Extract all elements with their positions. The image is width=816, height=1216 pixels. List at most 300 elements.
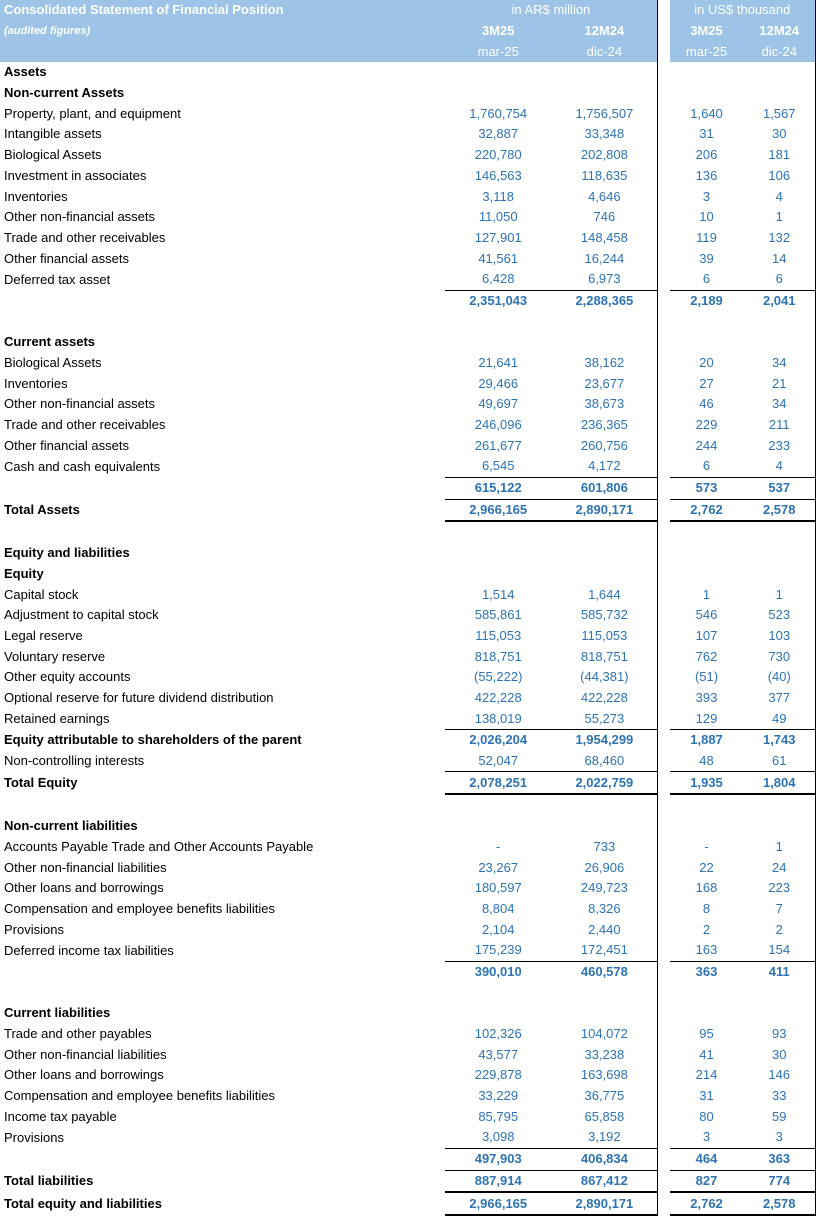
ars-12m-value [552, 816, 658, 837]
usd-12m-value [744, 564, 816, 585]
ars-12m-value: 104,072 [580, 1026, 628, 1042]
column-gap [658, 103, 670, 124]
usd-3m-value: 546 [695, 607, 718, 623]
usd-3m-value [670, 816, 744, 837]
statement-subtitle: (audited figures) [0, 21, 445, 42]
ars-12m-value: 36,775 [584, 1088, 625, 1104]
column-gap [658, 961, 670, 982]
ars-3m-value: 52,047 [478, 753, 519, 769]
ars-3m-value: 6,545 [481, 458, 515, 474]
spacer-row [0, 794, 816, 816]
usd-3m-value: (51) [694, 669, 719, 685]
usd-12m-value: 30 [744, 124, 816, 145]
row-label: Capital stock [4, 586, 79, 602]
total-row [0, 499, 816, 521]
usd-12m-value: 3 [744, 1127, 816, 1148]
ars-12m-value [552, 332, 658, 353]
column-gap [658, 899, 670, 920]
ars-12m-value: 26,906 [584, 859, 625, 875]
ars-3m-value [445, 521, 552, 543]
usd-3m-value [670, 982, 744, 1003]
ars-3m-value: 32,887 [478, 126, 519, 142]
column-gap [658, 373, 670, 394]
usd-3m-value: 363 [670, 961, 744, 982]
table-row [0, 688, 816, 709]
ars-3m-value: 8,804 [481, 900, 515, 916]
ars-12m-value: 2,022,759 [552, 772, 658, 794]
ars-3m-value: 887,914 [445, 1170, 552, 1192]
ars-3m-value: 43,577 [478, 1046, 519, 1062]
usd-3m-value: 214 [695, 1067, 718, 1083]
ars-12m-value: 601,806 [552, 477, 658, 499]
ars-3m-value: 2,966,165 [445, 499, 552, 521]
column-gap [658, 311, 670, 332]
table-row [0, 103, 816, 124]
table-row [0, 1086, 816, 1107]
ars-12m-value: 163,698 [580, 1067, 628, 1083]
usd-date-3m: mar-25 [670, 41, 744, 62]
row-label: Non-controlling interests [4, 753, 145, 769]
usd-period-12m: 12M24 [744, 21, 816, 42]
usd-3m-value: 229 [695, 417, 718, 433]
usd-group-header: in US$ thousand [670, 0, 816, 21]
ars-12m-value: 4,172 [588, 458, 621, 474]
ars-3m-value: 33,229 [478, 1088, 519, 1104]
table-row [0, 415, 816, 436]
row-label: Trade and other receivables [4, 229, 166, 245]
column-gap [658, 646, 670, 667]
usd-12m-value [744, 83, 816, 104]
row-label: Total Assets [4, 502, 80, 518]
usd-3m-value: 762 [695, 648, 718, 664]
usd-3m-value: 6 [702, 271, 711, 287]
ars-12m-value: 115,053 [581, 627, 628, 643]
column-gap [658, 477, 670, 499]
column-gap [658, 982, 670, 1003]
column-gap [658, 816, 670, 837]
ars-date-12m: dic-24 [552, 41, 658, 62]
table-row [0, 1127, 816, 1148]
row-label: Biological Assets [4, 355, 102, 371]
row-label: Other financial assets [4, 437, 130, 453]
row-label: Other equity accounts [4, 669, 131, 685]
usd-12m-value: 211 [744, 415, 816, 436]
table-row [0, 435, 816, 456]
row-label: Cash and cash equivalents [4, 458, 161, 474]
column-gap [658, 1003, 670, 1024]
ars-3m-value: 229,878 [474, 1067, 522, 1083]
usd-3m-value: 136 [695, 167, 718, 183]
table-row [0, 373, 816, 394]
usd-3m-value: 393 [695, 690, 718, 706]
row-label: Optional reserve for future dividend distribution [4, 690, 274, 706]
ars-3m-value: (55,222) [474, 669, 523, 685]
total-row [0, 772, 816, 794]
column-gap [658, 857, 670, 878]
ars-3m-value: 180,597 [474, 880, 522, 896]
ars-12m-value: 1,954,299 [552, 730, 658, 751]
column-gap [658, 1127, 670, 1148]
ars-12m-value: 818,751 [580, 648, 628, 664]
usd-3m-value [670, 794, 744, 816]
row-label: Current assets [4, 334, 96, 350]
table-row [0, 456, 816, 477]
usd-3m-value: 119 [696, 229, 717, 245]
ars-3m-value: 615,122 [445, 477, 552, 499]
usd-12m-value: 154 [744, 940, 816, 961]
usd-period-3m: 3M25 [670, 21, 744, 42]
usd-12m-value: 233 [744, 435, 816, 456]
usd-12m-value: 2,578 [744, 1192, 816, 1215]
row-label: Total Equity [4, 775, 78, 791]
usd-3m-value: 206 [695, 147, 718, 163]
table-row [0, 124, 816, 145]
row-label: Equity and liabilities [4, 545, 130, 561]
usd-3m-value [670, 1003, 744, 1024]
table-row [0, 1106, 816, 1127]
ars-3m-value: - [496, 838, 501, 854]
row-label: Equity attributable to shareholders of the parent [4, 732, 302, 748]
row-label: Income tax payable [4, 1108, 117, 1124]
usd-12m-value: 6 [744, 269, 816, 290]
subtotal-row [0, 961, 816, 982]
usd-3m-value: 22 [699, 859, 714, 875]
ars-3m-value: 21,641 [478, 355, 519, 371]
ars-12m-value: 202,808 [580, 147, 628, 163]
usd-3m-value: - [704, 838, 709, 854]
ars-3m-value [445, 816, 552, 837]
usd-3m-value: 2 [702, 921, 711, 937]
usd-3m-value: 2,762 [670, 1192, 744, 1215]
row-label: Provisions [4, 1129, 64, 1145]
ars-12m-value [552, 311, 658, 332]
row-label: Other loans and borrowings [4, 880, 164, 896]
usd-3m-value: 827 [670, 1170, 744, 1192]
ars-12m-value [552, 521, 658, 543]
ars-12m-value: 422,228 [580, 690, 628, 706]
column-gap [658, 435, 670, 456]
subtotal-row [0, 290, 816, 311]
ars-3m-value: 2,966,165 [445, 1192, 552, 1215]
ars-12m-value: 3,192 [588, 1129, 621, 1145]
column-gap [658, 751, 670, 772]
row-label: Other non-financial liabilities [4, 1046, 167, 1062]
row-label: Accounts Payable Trade and Other Accounts Payable [4, 838, 314, 854]
table-row [0, 899, 816, 920]
usd-3m-value: 168 [695, 880, 718, 896]
table-row [0, 878, 816, 899]
usd-12m-value: 1,567 [744, 103, 816, 124]
column-gap [658, 772, 670, 794]
usd-3m-value: 129 [695, 710, 718, 726]
column-gap [658, 332, 670, 353]
usd-3m-value [670, 543, 744, 564]
usd-12m-value: 411 [744, 961, 816, 982]
ars-12m-value: 406,834 [552, 1148, 658, 1170]
usd-3m-value: 2,762 [670, 499, 744, 521]
subtotal-row [0, 1148, 816, 1170]
column-gap [658, 878, 670, 899]
column-gap [658, 269, 670, 290]
row-label: Retained earnings [4, 710, 110, 726]
spacer-row [0, 521, 816, 543]
column-gap [658, 41, 670, 62]
column-gap [658, 1044, 670, 1065]
ars-3m-value [445, 982, 552, 1003]
section-heading-row [0, 1003, 816, 1024]
usd-3m-value [670, 311, 744, 332]
ars-3m-value: 115,053 [475, 627, 522, 643]
row-label: Adjustment to capital stock [4, 607, 159, 623]
column-gap [658, 415, 670, 436]
table-row [0, 1044, 816, 1065]
row-label: Deferred income tax liabilities [4, 942, 174, 958]
usd-3m-value [670, 564, 744, 585]
ars-3m-value: 41,561 [478, 250, 519, 266]
table-row [0, 207, 816, 228]
ars-12m-value: 733 [593, 838, 616, 854]
ars-12m-value [552, 1003, 658, 1024]
usd-3m-value: 48 [699, 753, 714, 769]
column-gap [658, 521, 670, 543]
ars-3m-value: 2,078,251 [445, 772, 552, 794]
usd-12m-value: 24 [744, 857, 816, 878]
table-row [0, 186, 816, 207]
ars-12m-value: 1,756,507 [575, 105, 634, 121]
row-label [0, 477, 445, 499]
column-gap [658, 605, 670, 626]
usd-12m-value: 132 [744, 228, 816, 249]
usd-12m-value: 2 [744, 919, 816, 940]
spacer-row [0, 982, 816, 1003]
usd-3m-value: 6 [702, 458, 711, 474]
usd-12m-value: 59 [744, 1106, 816, 1127]
usd-3m-value: 46 [699, 396, 714, 412]
ars-date-3m: mar-25 [445, 41, 552, 62]
usd-12m-value [744, 1003, 816, 1024]
row-label: Other non-financial assets [4, 396, 156, 412]
column-gap [658, 1024, 670, 1045]
section-heading-row [0, 564, 816, 585]
column-gap [658, 248, 670, 269]
column-gap [658, 21, 670, 42]
column-gap [658, 564, 670, 585]
usd-12m-value [744, 62, 816, 83]
table-row [0, 837, 816, 858]
ars-12m-value: 460,578 [552, 961, 658, 982]
spacer-row [0, 311, 816, 332]
ars-12m-value: 867,412 [552, 1170, 658, 1192]
column-gap [658, 1086, 670, 1107]
usd-12m-value: 49 [744, 708, 816, 729]
usd-12m-value: 4 [744, 456, 816, 477]
usd-12m-value [744, 816, 816, 837]
usd-3m-value: 1,887 [670, 730, 744, 751]
ars-12m-value: 8,326 [588, 900, 621, 916]
usd-3m-value [670, 521, 744, 543]
column-gap [658, 708, 670, 729]
ars-12m-value: 65,858 [584, 1108, 625, 1124]
ars-12m-value: 38,162 [584, 355, 625, 371]
column-gap [658, 584, 670, 605]
table-row [0, 166, 816, 187]
usd-3m-value: 1 [702, 586, 711, 602]
ars-3m-value [445, 794, 552, 816]
usd-3m-value: 464 [670, 1148, 744, 1170]
usd-12m-value: 61 [744, 751, 816, 772]
column-gap [658, 667, 670, 688]
column-gap [658, 124, 670, 145]
table-row [0, 940, 816, 961]
usd-12m-value: 14 [744, 248, 816, 269]
subtotal-row [0, 730, 816, 751]
ars-12m-value [552, 543, 658, 564]
section-heading-row [0, 332, 816, 353]
row-label [0, 1148, 445, 1170]
row-label: Other non-financial liabilities [4, 859, 167, 875]
column-gap [658, 1106, 670, 1127]
ars-12m-value: 118,635 [581, 167, 628, 183]
usd-3m-value [670, 83, 744, 104]
row-label: Trade and other payables [4, 1026, 152, 1042]
ars-3m-value [445, 332, 552, 353]
usd-12m-value [744, 794, 816, 816]
usd-12m-value: 106 [744, 166, 816, 187]
column-gap [658, 456, 670, 477]
usd-3m-value: 80 [699, 1108, 714, 1124]
column-gap [658, 353, 670, 374]
column-gap [658, 290, 670, 311]
usd-3m-value: 3 [702, 1129, 711, 1145]
ars-3m-value: 3,118 [482, 188, 514, 204]
usd-12m-value: 1,804 [744, 772, 816, 794]
usd-12m-value: 103 [744, 626, 816, 647]
ars-12m-value: 68,460 [584, 753, 625, 769]
ars-12m-value: 33,238 [584, 1046, 625, 1062]
column-gap [658, 0, 670, 21]
ars-period-3m: 3M25 [445, 21, 552, 42]
statement-title: Consolidated Statement of Financial Position [0, 0, 445, 21]
ars-3m-value: 2,104 [481, 921, 515, 937]
section-heading-row [0, 62, 816, 83]
table-row [0, 1065, 816, 1086]
usd-3m-value: 20 [699, 355, 714, 371]
ars-3m-value: 85,795 [478, 1108, 519, 1124]
table-row [0, 1024, 816, 1045]
usd-3m-value: 2,189 [670, 290, 744, 311]
ars-3m-value [445, 62, 552, 83]
row-label: Provisions [4, 921, 64, 937]
column-gap [658, 228, 670, 249]
usd-3m-value: 573 [670, 477, 744, 499]
usd-12m-value: (40) [744, 667, 816, 688]
ars-3m-value: 146,563 [474, 167, 522, 183]
row-label: Property, plant, and equipment [4, 105, 181, 121]
ars-12m-value: 55,273 [584, 710, 625, 726]
ars-12m-value: 23,677 [584, 375, 625, 391]
header-row-1 [0, 0, 816, 21]
ars-3m-value: 175,239 [474, 942, 522, 958]
ars-12m-value: 148,458 [580, 229, 628, 245]
usd-12m-value: 1 [744, 584, 816, 605]
table-row [0, 626, 816, 647]
usd-3m-value: 8 [702, 900, 711, 916]
column-gap [658, 940, 670, 961]
ars-12m-value [552, 62, 658, 83]
ars-12m-value: 1,644 [588, 586, 621, 602]
usd-12m-value: 181 [744, 145, 816, 166]
row-label: Total equity and liabilities [4, 1195, 162, 1211]
row-label [0, 961, 445, 982]
ars-12m-value: 236,365 [580, 417, 628, 433]
row-label: Deferred tax asset [4, 271, 111, 287]
section-heading-row [0, 83, 816, 104]
usd-3m-value: 1,935 [670, 772, 744, 794]
ars-12m-value [552, 794, 658, 816]
ars-12m-value: 6,973 [588, 271, 621, 287]
row-label: Assets [4, 64, 47, 80]
column-gap [658, 543, 670, 564]
row-label: Compensation and employee benefits liabilities [4, 900, 275, 916]
row-label: Legal reserve [4, 627, 83, 643]
usd-3m-value [670, 332, 744, 353]
row-label: Biological Assets [4, 147, 102, 163]
ars-3m-value: 6,428 [481, 271, 515, 287]
column-gap [658, 145, 670, 166]
usd-12m-value [744, 311, 816, 332]
usd-12m-value [744, 543, 816, 564]
row-label: Non-current Assets [4, 85, 125, 101]
usd-12m-value: 34 [744, 353, 816, 374]
ars-3m-value [445, 543, 552, 564]
usd-3m-value: 107 [695, 627, 718, 643]
usd-date-12m: dic-24 [744, 41, 816, 62]
column-gap [658, 186, 670, 207]
ars-3m-value: 261,677 [474, 437, 522, 453]
row-label: Non-current liabilities [4, 818, 138, 834]
column-gap [658, 626, 670, 647]
column-gap [658, 83, 670, 104]
usd-12m-value: 4 [744, 186, 816, 207]
ars-3m-value: 246,096 [474, 417, 522, 433]
usd-12m-value: 1 [744, 207, 816, 228]
section-heading-row [0, 816, 816, 837]
row-label: Inventories [4, 188, 68, 204]
column-gap [658, 837, 670, 858]
ars-3m-value: 127,901 [474, 229, 522, 245]
row-label: Trade and other receivables [4, 417, 166, 433]
usd-12m-value: 30 [744, 1044, 816, 1065]
ars-12m-value [552, 982, 658, 1003]
table-row [0, 394, 816, 415]
ars-3m-value: 422,228 [474, 690, 522, 706]
usd-3m-value: 27 [699, 375, 714, 391]
usd-12m-value: 2,041 [744, 290, 816, 311]
column-gap [658, 1192, 670, 1215]
column-gap [658, 207, 670, 228]
ars-12m-value: 2,890,171 [552, 499, 658, 521]
row-label: Other non-financial assets [4, 209, 156, 225]
ars-12m-value: 2,890,171 [552, 1192, 658, 1215]
total-row [0, 1192, 816, 1215]
ars-12m-value: 2,440 [588, 921, 621, 937]
ars-12m-value: 16,244 [584, 250, 625, 266]
usd-12m-value: 774 [744, 1170, 816, 1192]
table-row [0, 145, 816, 166]
column-gap [658, 62, 670, 83]
column-gap [658, 394, 670, 415]
ars-3m-value: 390,010 [445, 961, 552, 982]
